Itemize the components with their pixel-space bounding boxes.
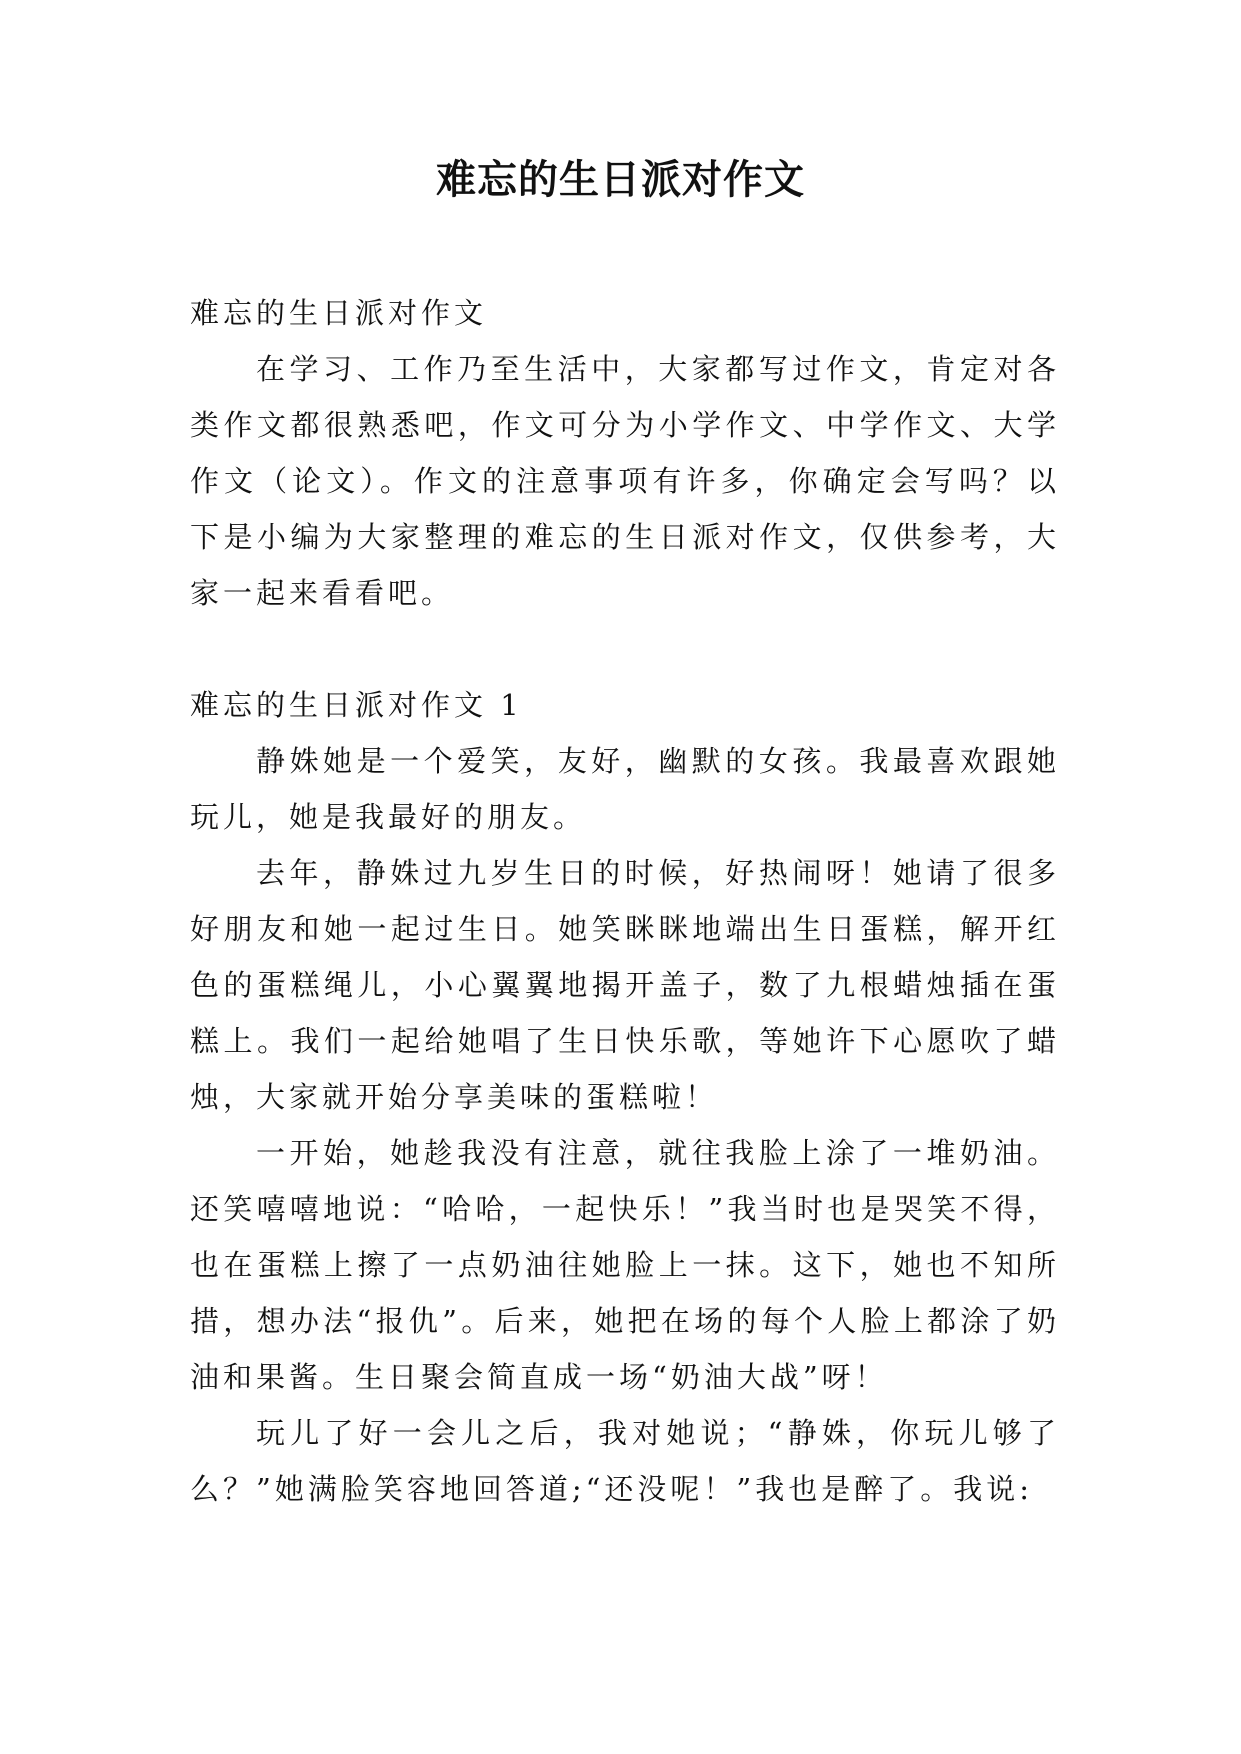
body-paragraph: 去年，静姝过九岁生日的时候，好热闹呀！她请了很多好朋友和她一起过生日。她笑眯眯地端出生日蛋糕，解开红色的蛋糕绳儿，小心翼翼地揭开盖子，数了九根蜡烛插在蛋糕上。我们一起给她唱了生日快乐歌，等她许下心愿吹了蜡烛，大家就开始分享美味的蛋糕啦！ [190, 856, 1060, 1114]
document-body [190, 285, 1060, 1517]
intro-paragraph: 在学习、工作乃至生活中，大家都写过作文，肯定对各类作文都很熟悉吧，作文可分为小学作文、中学作文、大学作文（论文）。作文的注意事项有许多，你确定会写吗？以下是小编为大家整理的难忘的生日派对作文，仅供参考，大家一起来看看吧。 [190, 352, 1060, 610]
document-title: 难忘的生日派对作文 [436, 156, 805, 203]
body-paragraph: 静姝她是一个爱笑，友好，幽默的女孩。我最喜欢跟她玩儿，她是我最好的朋友。 [190, 744, 1060, 834]
body-paragraph: 玩儿了好一会儿之后，我对她说；“静姝，你玩儿够了么？”她满脸笑容地回答道;“还没呢！”我也是醉了。我说: [190, 1416, 1060, 1506]
intro-heading: 难忘的生日派对作文 [190, 296, 488, 330]
body-paragraph: 一开始，她趁我没有注意，就往我脸上涂了一堆奶油。还笑嘻嘻地说：“哈哈，一起快乐！”我当时也是哭笑不得，也在蛋糕上擦了一点奶油往她脸上一抹。这下，她也不知所措，想办法“报仇”。后来，她把在场的每个人脸上都涂了奶油和果酱。生日聚会简直成一场“奶油大战”呀！ [190, 1136, 1060, 1394]
section-heading: 难忘的生日派对作文 1 [190, 688, 523, 722]
